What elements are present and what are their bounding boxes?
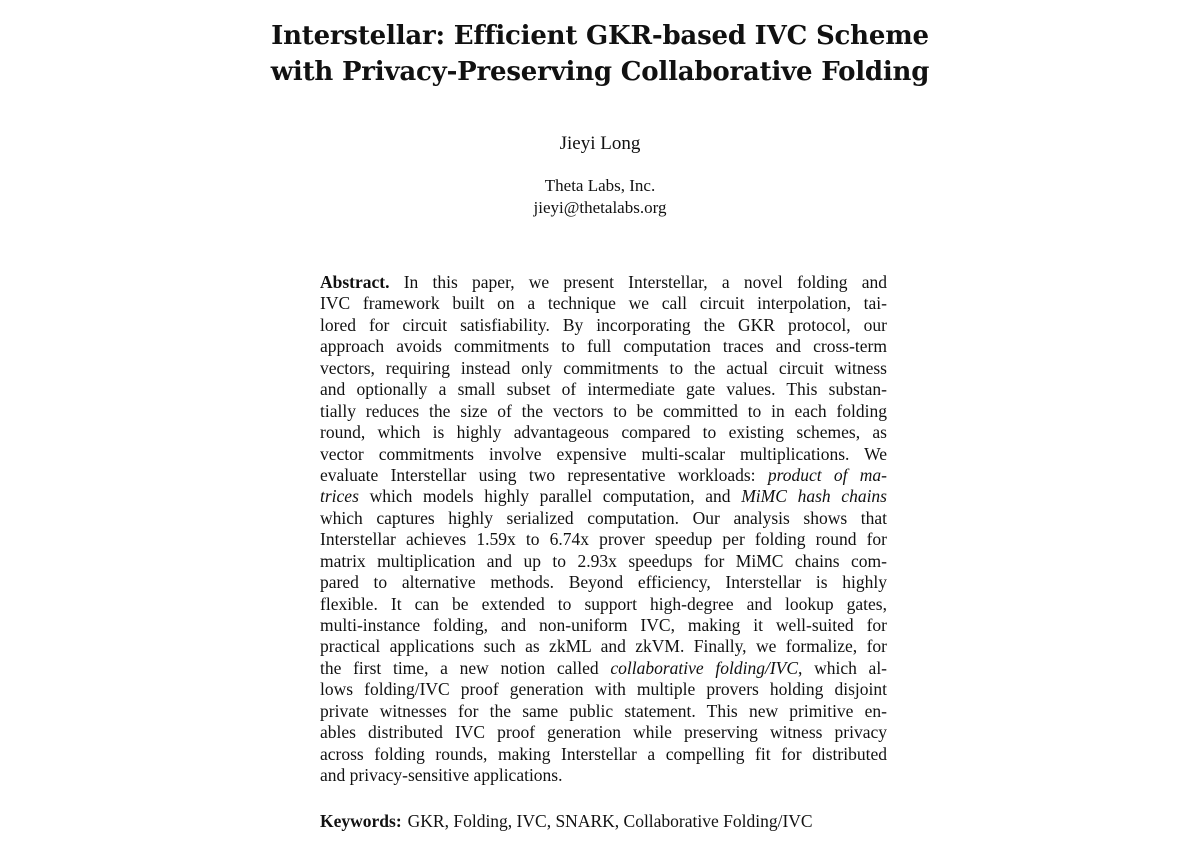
abstract-line: pared to alternative methods. Beyond efficiency, Interstellar is highly	[320, 572, 887, 593]
abstract-line: multi-instance folding, and non-uniform IVC, making it well-suited for	[320, 615, 887, 635]
abstract-line: lows folding/IVC proof generation with multiple provers holding disjoint	[320, 679, 887, 700]
keywords-label: Keywords:	[320, 811, 402, 831]
italic-term: MiMC hash chains	[741, 486, 887, 507]
abstract-line: Abstract. In this paper, we present Interstellar, a novel folding and	[320, 272, 888, 292]
abstract	[320, 272, 887, 787]
abstract-label: Abstract.	[320, 272, 390, 292]
affiliation-block	[300, 175, 900, 219]
abstract-line: vectors, requiring instead only commitments to the actual circuit witness	[320, 357, 887, 378]
abstract-line: lored for circuit satisfiability. By incorporating the GKR protocol, our	[320, 314, 887, 335]
abstract-line: and privacy-sensitive applications.	[320, 765, 563, 786]
affiliation: Theta Labs, Inc.	[544, 176, 656, 195]
abstract-line: ables distributed IVC proof generation while preserving witness privacy	[320, 722, 887, 743]
abstract-line: trices which models highly parallel computation, and MiMC hash chains	[320, 486, 887, 507]
abstract-line: across folding rounds, making Interstellar a compelling fit for distributed	[320, 743, 887, 764]
abstract-line: which captures highly serialized computation. Our analysis shows that	[320, 507, 887, 528]
paper-title	[200, 18, 1000, 90]
abstract-line: practical applications such as zkML and zkVM. Finally, we formalize, for	[320, 636, 887, 657]
italic-term: trices	[320, 486, 359, 507]
keywords	[320, 810, 920, 832]
title-line-2: with Privacy-Preserving Collaborative Folding	[270, 57, 930, 87]
abstract-line: vector commitments involve expensive multi-scalar multiplications. We	[320, 443, 887, 464]
abstract-line: Interstellar achieves 1.59x to 6.74x prover speedup per folding round for	[320, 529, 887, 550]
abstract-line: the first time, a new notion called collaborative folding/IVC, which al-	[320, 657, 888, 678]
keywords-text: GKR, Folding, IVC, SNARK, Collaborative Folding/IVC	[407, 811, 813, 831]
abstract-line: approach avoids commitments to full computation traces and cross-term	[320, 336, 887, 357]
abstract-line: flexible. It can be extended to support high-degree and lookup gates,	[320, 593, 887, 614]
author-name: Jieyi Long	[559, 133, 641, 154]
abstract-line: private witnesses for the same public statement. This new primitive en-	[320, 700, 887, 721]
abstract-line: tially reduces the size of the vectors to be committed to in each folding	[320, 400, 887, 421]
author-email: jieyi@thetalabs.org	[533, 198, 667, 217]
abstract-line: evaluate Interstellar using two representative workloads: product of ma-	[320, 464, 887, 485]
abstract-line: and optionally a small subset of intermediate gate values. This substan-	[320, 379, 887, 400]
abstract-line: IVC framework built on a technique we call circuit interpolation, tai-	[320, 293, 887, 314]
italic-term: collaborative folding/IVC	[610, 657, 799, 678]
abstract-line: matrix multiplication and up to 2.93x speedups for MiMC chains com-	[320, 550, 887, 571]
italic-term: product of ma-	[767, 464, 887, 485]
abstract-line: round, which is highly advantageous compared to existing schemes, as	[320, 422, 887, 443]
title-line-1: Interstellar: Efficient GKR-based IVC Scheme	[271, 21, 929, 51]
